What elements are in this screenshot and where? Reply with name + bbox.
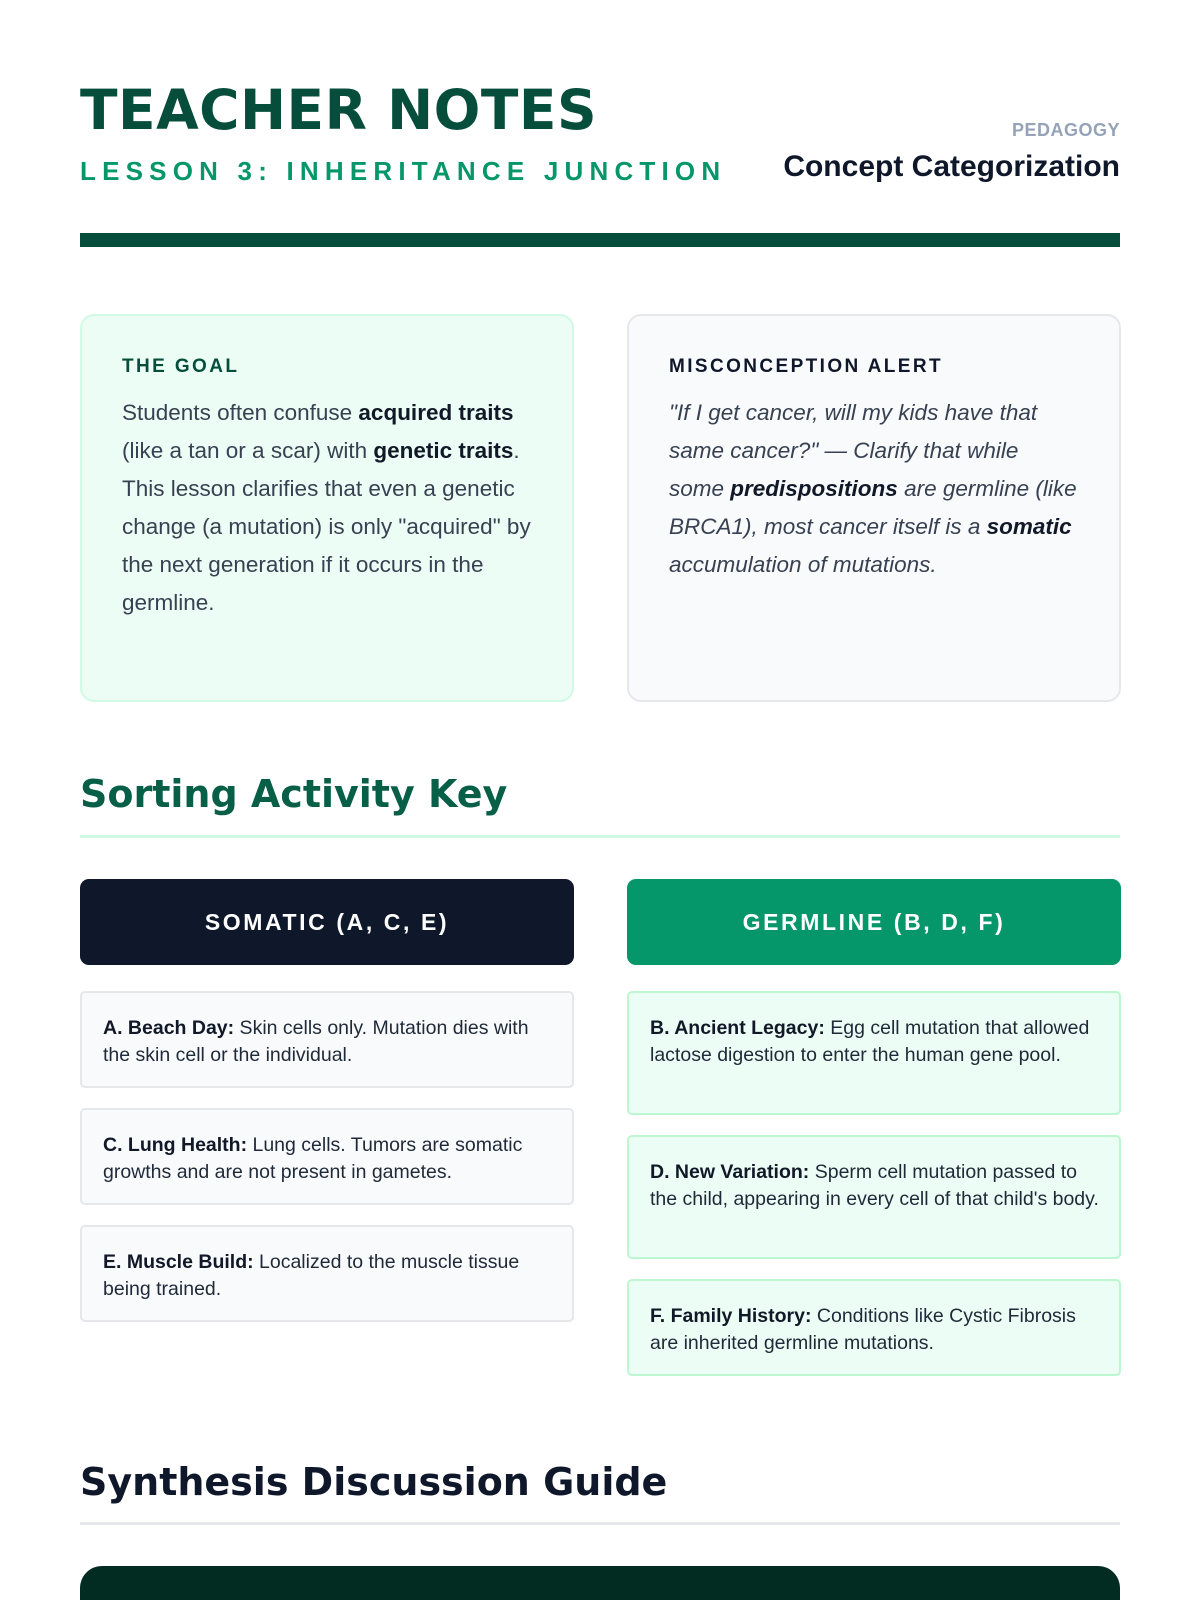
- goal-card: [80, 314, 574, 702]
- goal-term-genetic: genetic traits: [373, 438, 514, 463]
- item-title: C. Lung Health:: [103, 1134, 248, 1156]
- item-title: A. Beach Day:: [103, 1017, 235, 1039]
- sorting-item-a: [80, 991, 574, 1088]
- item-text: Skin cells only. Mutation dies with the skin cell or the individual.: [103, 1017, 529, 1066]
- goal-label: THE GOAL: [122, 356, 240, 377]
- alert-term-somatic: somatic: [986, 514, 1072, 539]
- sorting-item-e: [80, 1225, 574, 1322]
- item-text: Sperm cell mutation passed to the child, appearing in every cell of that child's body.: [650, 1161, 1099, 1210]
- alert-term-predispositions: predispositions: [730, 476, 898, 501]
- misconception-card: [627, 314, 1121, 702]
- pedagogy-kicker: PEDAGOGY: [1011, 120, 1120, 140]
- item-text: Lung cells. Tumors are somatic growths and are not present in gametes.: [103, 1134, 523, 1183]
- goal-text: [122, 394, 532, 622]
- alert-text-part: are germline (like BRCA1), most cancer itself is a: [669, 476, 1077, 539]
- goal-text-part: (like a tan or a scar) with: [122, 438, 374, 463]
- sorting-item-d: [627, 1135, 1121, 1259]
- goal-text-part: . This lesson clarifies that even a genetic change (a mutation) is only "acquired" by the next generation if it occurs in the germline.: [122, 438, 531, 615]
- header-meta: [783, 120, 1120, 184]
- somatic-column-header: SOMATIC (A, C, E): [80, 879, 574, 965]
- goal-term-acquired: acquired traits: [358, 400, 514, 425]
- lesson-subtitle: LESSON 3: INHERITANCE JUNCTION: [80, 156, 727, 186]
- item-title: B. Ancient Legacy:: [650, 1017, 825, 1039]
- sorting-divider: [80, 835, 1120, 838]
- misconception-label: MISCONCEPTION ALERT: [669, 356, 943, 377]
- alert-text-part: accumulation of mutations.: [669, 552, 937, 577]
- page-header: [80, 78, 1120, 188]
- item-text: Egg cell mutation that allowed lactose digestion to enter the human gene pool.: [650, 1017, 1090, 1066]
- item-title: E. Muscle Build:: [103, 1251, 254, 1273]
- topic-title: Concept Categorization: [783, 150, 1120, 183]
- synthesis-guide-card: [80, 1566, 1120, 1600]
- item-text: Localized to the muscle tissue being trained.: [103, 1251, 520, 1300]
- germline-column-header: GERMLINE (B, D, F): [627, 879, 1121, 965]
- item-text: Conditions like Cystic Fibrosis are inherited germline mutations.: [650, 1305, 1076, 1354]
- alert-text-part: "If I get cancer, will my kids have that same cancer?" — Clarify that while some: [669, 400, 1038, 501]
- misconception-text: [669, 394, 1079, 584]
- goal-text-part: Students often confuse: [122, 400, 359, 425]
- page-title: TEACHER NOTES: [80, 78, 598, 142]
- item-title: F. Family History:: [650, 1305, 812, 1327]
- sorting-section-title: Sorting Activity Key: [80, 772, 508, 816]
- synthesis-section-title: Synthesis Discussion Guide: [80, 1460, 668, 1504]
- sorting-item-b: [627, 991, 1121, 1115]
- item-title: D. New Variation:: [650, 1161, 810, 1183]
- header-divider: [80, 233, 1120, 247]
- sorting-item-c: [80, 1108, 574, 1205]
- synthesis-divider: [80, 1522, 1120, 1525]
- sorting-item-f: [627, 1279, 1121, 1376]
